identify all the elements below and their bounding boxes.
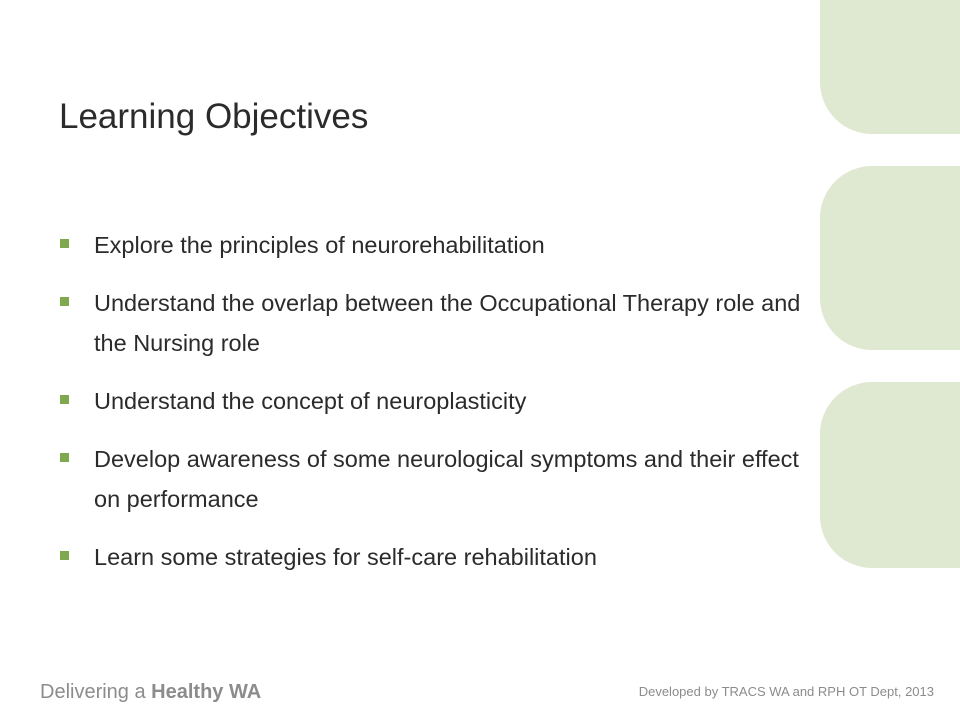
square-bullet-icon bbox=[60, 551, 69, 560]
footer-brand-prefix: Delivering a bbox=[40, 681, 152, 703]
square-bullet-icon bbox=[60, 453, 69, 462]
objective-text: Learn some strategies for self-care rehabilitation bbox=[94, 544, 597, 570]
footer-credit: Developed by TRACS WA and RPH OT Dept, 2013 bbox=[638, 684, 934, 699]
objective-text: Understand the overlap between the Occupational Therapy role and the Nursing role bbox=[94, 290, 801, 356]
decorative-green-panel-bottom bbox=[820, 382, 960, 568]
objective-item bbox=[58, 283, 818, 363]
square-bullet-icon bbox=[60, 297, 69, 306]
objective-text: Explore the principles of neurorehabilitation bbox=[94, 232, 545, 258]
square-bullet-icon bbox=[60, 395, 69, 404]
square-bullet-icon bbox=[60, 239, 69, 248]
objective-item bbox=[58, 537, 818, 577]
footer-brand-bold: Healthy WA bbox=[151, 681, 262, 703]
objective-item bbox=[58, 439, 818, 519]
decorative-green-panel-middle bbox=[820, 166, 960, 350]
objective-text: Understand the concept of neuroplasticity bbox=[94, 388, 527, 414]
objectives-list bbox=[58, 225, 818, 595]
objective-item bbox=[58, 381, 818, 421]
objective-item bbox=[58, 225, 818, 265]
objective-text: Develop awareness of some neurological symptoms and their effect on performance bbox=[94, 446, 799, 512]
decorative-green-panel-top bbox=[820, 0, 960, 134]
slide-title: Learning Objectives bbox=[59, 97, 369, 136]
footer-brand bbox=[40, 681, 261, 704]
